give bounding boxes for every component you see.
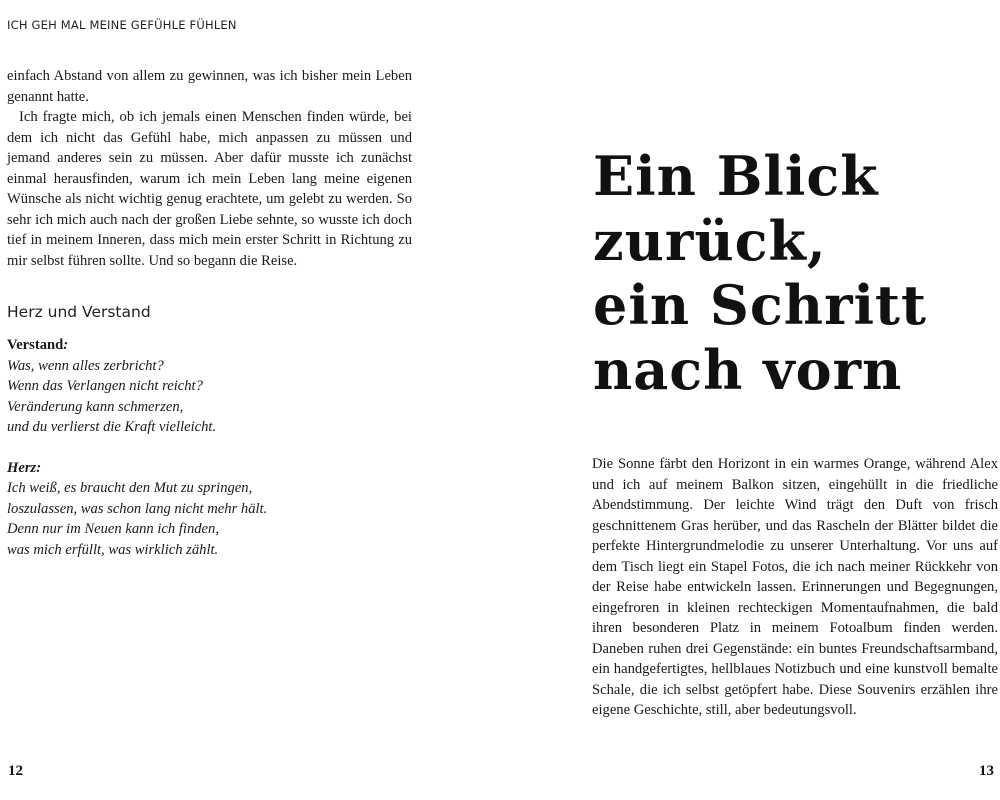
poem-stanza-herz [7,458,412,561]
poem-line: und du verlierst die Kraft vielleicht. [7,419,217,435]
chapter-title-line: Ein Blick [593,144,879,208]
section-heading: Herz und Verstand [7,303,151,321]
paragraph: Ich fragte mich, ob ich jemals einen Menschen finden würde, bei dem ich nicht das Gefühl habe, mich anpassen zu müssen und jemand anderes sein zu müssen. Aber dafür musste ich zunächst einmal herausfinden, warum ich mein Leben lang meine eigenen Wünsche als nicht wichtig genug erachtete, um gelebt zu werden. So sehr ich mich auch nach der großen Liebe sehnte, so wusste ich doch tief in meinem Inneren, dass mich mein erster Schritt in Richtung zu mir selbst führen sollte. Und so begann die Reise. [7,109,412,269]
chapter-title [593,144,993,402]
right-page-body [592,454,998,721]
poem-stanza-verstand [7,335,412,438]
left-page-body [7,66,412,580]
poem-line: Veränderung kann schmerzen, [7,398,184,415]
poem-line: Denn nur im Neuen kann ich finden, [7,521,219,537]
speaker-colon: : [63,337,69,353]
poem-line: loszulassen, was schon lang nicht mehr hält. [7,500,268,517]
chapter-title-line: ein Schritt [593,273,927,337]
paragraph: Die Sonne färbt den Horizont in ein warmes Orange, während Alex und ich auf meinem Balkon sitzen, eingehüllt in die friedliche Abendstimmung. Der leichte Wind trägt den Duft von frisch geschnittenem Gras herüber, und das Rascheln der Blätter bildet die perfekte Hintergrundmelodie zu unserer Unterhaltung. Vor uns auf dem Tisch liegt ein Stapel Fotos, die ich nach meiner Rückkehr von der Reise habe entwickeln lassen. Erinnerungen und Begegnungen, eingefroren in kleinen rechteckigen Momentaufnahmen, die bald ihren besonderen Platz in meinem Fotoalbum finden werden. Daneben ruhen drei Gegenstände: ein buntes Freundschaftsarmband, ein handgefertigtes, hellblaues Notizbuch und eine kunstvoll bemalte Schale, die ich selbst getöpfert habe. Diese Souvenirs erzählen ihre eigene Geschichte, still, aber bedeutungsvoll. [592,456,998,718]
chapter-title-line: nach vorn [593,337,903,402]
poem-speaker-label: Herz: [7,459,42,476]
page-number-right: 13 [979,763,994,779]
speaker-name: Verstand [7,337,64,353]
poem-line: Ich weiß, es braucht den Mut zu springen, [7,480,253,496]
poem-line: Wenn das Verlangen nicht reicht? [7,378,203,394]
poem-line: was mich erfüllt, was wirklich zählt. [7,541,219,558]
poem-line: Was, wenn alles zerbricht? [7,357,164,374]
running-head: ICH GEH MAL MEINE GEFÜHLE FÜHLEN [7,18,237,32]
poem-speaker-label [7,335,412,356]
paragraph: einfach Abstand von allem zu gewinnen, was ich bisher mein Leben genannt hatte. [7,68,412,105]
chapter-title-line: zurück, [593,208,827,273]
page-number-left: 12 [8,763,23,779]
